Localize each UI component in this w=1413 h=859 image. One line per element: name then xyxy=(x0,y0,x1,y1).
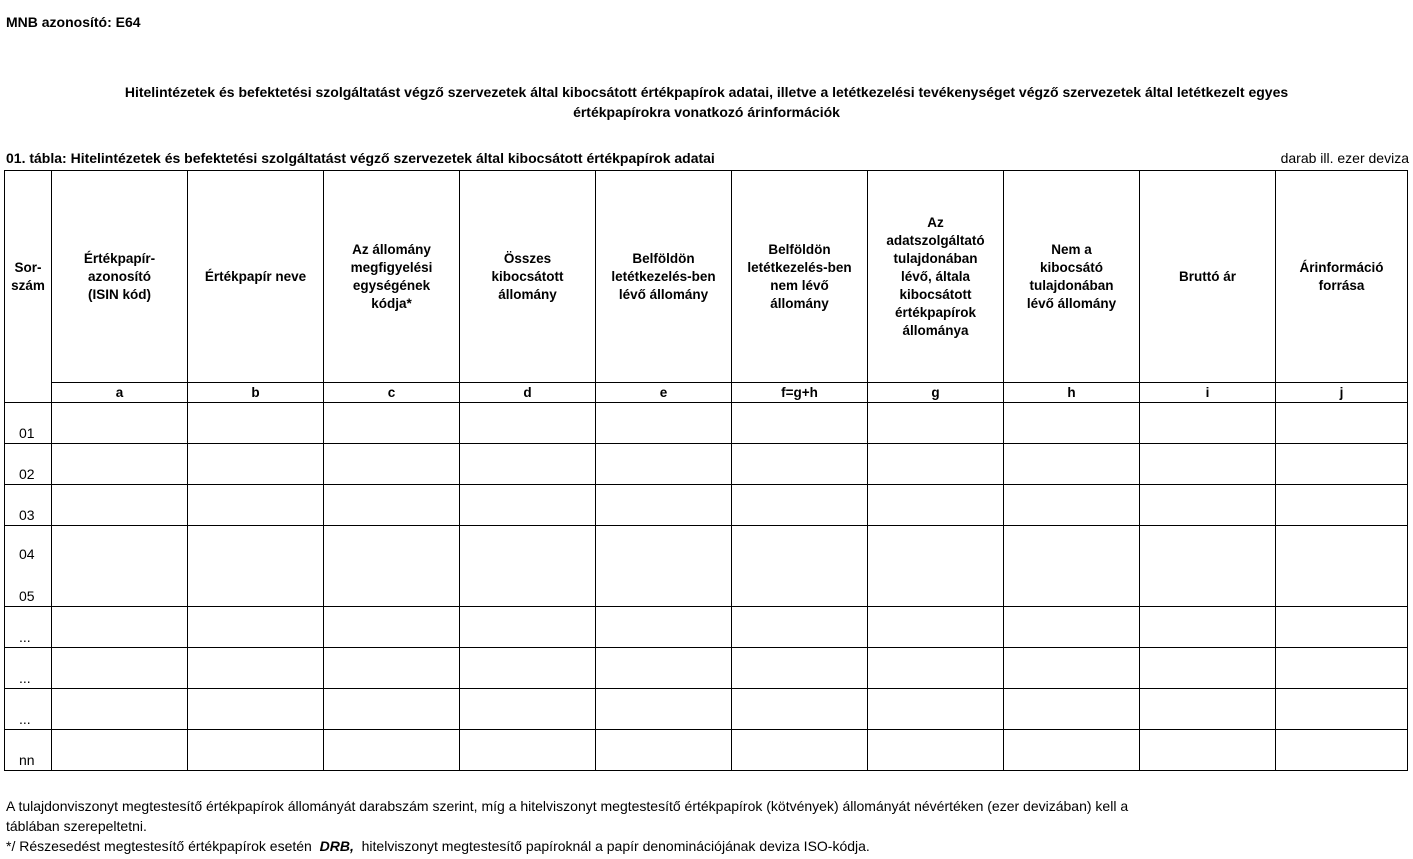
header-row xyxy=(5,171,1408,383)
table-cell[interactable] xyxy=(188,730,324,771)
table-cell[interactable] xyxy=(1276,607,1408,648)
table-cell[interactable] xyxy=(1004,730,1140,771)
table-cell[interactable] xyxy=(52,648,188,689)
footer-line-2: táblában szerepeltetni. xyxy=(6,818,147,834)
row-number: ... xyxy=(5,648,52,689)
table-cell[interactable] xyxy=(52,403,188,444)
table-cell[interactable] xyxy=(52,485,188,526)
title-line-1: Hitelintézetek és befektetési szolgáltatást végző szervezetek által kibocsátott értékpapírok adatai, illetve a letétkezelési tevékenységet végző szervezetek által letétkezelt egyes xyxy=(124,84,1289,100)
table-cell[interactable] xyxy=(460,648,596,689)
table-cell[interactable] xyxy=(324,689,460,730)
column-letter: h xyxy=(1004,383,1140,403)
table-cell[interactable] xyxy=(324,526,460,607)
column-letter: b xyxy=(188,383,324,403)
table-cell[interactable] xyxy=(460,485,596,526)
table-cell[interactable] xyxy=(868,730,1004,771)
header-gross-price: Bruttó ár xyxy=(1140,171,1276,383)
column-letter xyxy=(5,383,52,403)
table-cell[interactable] xyxy=(1140,689,1276,730)
column-letter: f=g+h xyxy=(732,383,868,403)
table-cell[interactable] xyxy=(1004,526,1140,607)
table-cell[interactable] xyxy=(732,730,868,771)
table-row xyxy=(5,403,1408,444)
table-cell[interactable] xyxy=(52,689,188,730)
header-not-issuer-owned: Nem a kibocsátó tulajdonában lévő állomány xyxy=(1004,171,1140,383)
table-row xyxy=(5,648,1408,689)
table-cell[interactable] xyxy=(52,444,188,485)
table-cell[interactable] xyxy=(1004,403,1140,444)
table-cell[interactable] xyxy=(1276,526,1408,607)
header-price-source: Árinformáció forrása xyxy=(1276,171,1408,383)
footer-line-3 xyxy=(6,836,1406,856)
table-cell[interactable] xyxy=(596,730,732,771)
column-letter: a xyxy=(52,383,188,403)
table-cell[interactable] xyxy=(324,648,460,689)
table-row xyxy=(5,485,1408,526)
table-title: 01. tábla: Hitelintézetek és befektetési szolgáltatást végző szervezetek által kibocsátott értékpapírok adatai xyxy=(6,150,715,166)
table-row xyxy=(5,730,1408,771)
table-cell[interactable] xyxy=(188,689,324,730)
unit-note: darab ill. ezer deviza xyxy=(1280,150,1409,166)
footnote-text-rest: hitelviszonyt megtestesítő papíroknál a papír denominációjának deviza ISO-kódja. xyxy=(361,838,870,854)
table-cell[interactable] xyxy=(460,403,596,444)
table-cell[interactable] xyxy=(868,444,1004,485)
table-cell[interactable] xyxy=(1276,648,1408,689)
footer-notes xyxy=(6,796,1406,856)
table-cell[interactable] xyxy=(188,485,324,526)
table-cell[interactable] xyxy=(188,607,324,648)
table-row xyxy=(5,607,1408,648)
table-cell[interactable] xyxy=(868,689,1004,730)
table-cell[interactable] xyxy=(732,607,868,648)
table-cell[interactable] xyxy=(1140,485,1276,526)
table-cell[interactable] xyxy=(52,730,188,771)
table-cell[interactable] xyxy=(1004,444,1140,485)
table-cell[interactable] xyxy=(596,607,732,648)
row-number: 01 xyxy=(5,403,52,444)
table-cell[interactable] xyxy=(1140,648,1276,689)
table-cell[interactable] xyxy=(1276,730,1408,771)
table-cell[interactable] xyxy=(596,648,732,689)
row-number: ... xyxy=(5,607,52,648)
table-cell[interactable] xyxy=(1140,607,1276,648)
table-cell[interactable] xyxy=(868,607,1004,648)
header-not-domestic-custody: Belföldön letétkezelés-ben nem lévő állomány xyxy=(732,171,868,383)
table-cell[interactable] xyxy=(324,485,460,526)
table-cell[interactable] xyxy=(1276,403,1408,444)
header-own-holdings: Az adatszolgáltató tulajdonában lévő, általa kibocsátott értékpapírok állománya xyxy=(868,171,1004,383)
table-cell[interactable] xyxy=(596,444,732,485)
table-cell[interactable] xyxy=(1004,607,1140,648)
table-cell[interactable] xyxy=(732,444,868,485)
row-number-05: 05 xyxy=(19,588,35,604)
data-table xyxy=(4,170,1408,771)
table-cell[interactable] xyxy=(732,485,868,526)
title-line-2: értékpapírokra vonatkozó árinformációk xyxy=(573,104,840,120)
table-cell[interactable] xyxy=(188,526,324,607)
table-cell[interactable] xyxy=(1276,689,1408,730)
table-cell[interactable] xyxy=(596,526,732,607)
header-name: Értékpapír neve xyxy=(188,171,324,383)
header-isin: Értékpapír- azonosító (ISIN kód) xyxy=(52,171,188,383)
row-number: ... xyxy=(5,689,52,730)
table-cell[interactable] xyxy=(1140,730,1276,771)
table-cell[interactable] xyxy=(1004,485,1140,526)
header-domestic-custody: Belföldön letétkezelés-ben lévő állomány xyxy=(596,171,732,383)
table-cell[interactable] xyxy=(596,689,732,730)
column-letter: g xyxy=(868,383,1004,403)
column-letter: e xyxy=(596,383,732,403)
table-cell[interactable] xyxy=(868,403,1004,444)
table-cell[interactable] xyxy=(1140,526,1276,607)
table-cell[interactable] xyxy=(1004,648,1140,689)
column-letter: i xyxy=(1140,383,1276,403)
table-cell[interactable] xyxy=(460,730,596,771)
column-letter: c xyxy=(324,383,460,403)
table-cell[interactable] xyxy=(52,526,188,607)
table-cell[interactable] xyxy=(868,526,1004,607)
table-cell[interactable] xyxy=(1140,403,1276,444)
table-row xyxy=(5,444,1408,485)
row-number: 03 xyxy=(5,485,52,526)
row-number: nn xyxy=(5,730,52,771)
footer-line-1: A tulajdonviszonyt megtestesítő értékpapírok állományát darabszám szerint, míg a hitelviszonyt megtestesítő értékpapírok (kötvények) állományát névértéken (ezer devizában) kell a xyxy=(6,798,1129,814)
table-cell[interactable] xyxy=(188,648,324,689)
table-cell[interactable] xyxy=(1004,689,1140,730)
table-cell[interactable] xyxy=(732,526,868,607)
table-cell[interactable] xyxy=(868,648,1004,689)
table-cell[interactable] xyxy=(596,403,732,444)
table-cell[interactable] xyxy=(1140,444,1276,485)
page-title xyxy=(0,82,1413,122)
footnote-code: DRB, xyxy=(319,838,354,854)
table-cell[interactable] xyxy=(1276,485,1408,526)
row-number: 02 xyxy=(5,444,52,485)
header-total-issued: Összes kibocsátott állomány xyxy=(460,171,596,383)
table-cell[interactable] xyxy=(324,730,460,771)
column-letter: j xyxy=(1276,383,1408,403)
row-number xyxy=(5,526,52,607)
table-row xyxy=(5,689,1408,730)
table-row xyxy=(5,526,1408,607)
table-cell[interactable] xyxy=(460,689,596,730)
column-letters-row xyxy=(5,383,1408,403)
table-cell[interactable] xyxy=(460,607,596,648)
row-number-04: 04 xyxy=(19,546,35,562)
table-cell[interactable] xyxy=(324,403,460,444)
table-cell[interactable] xyxy=(460,526,596,607)
table-cell[interactable] xyxy=(596,485,732,526)
column-letter: d xyxy=(460,383,596,403)
table-cell[interactable] xyxy=(732,689,868,730)
table-cell[interactable] xyxy=(52,607,188,648)
table-cell[interactable] xyxy=(188,403,324,444)
table-cell[interactable] xyxy=(188,444,324,485)
header-sorszam: Sor- szám xyxy=(5,171,52,383)
mnb-id: MNB azonosító: E64 xyxy=(6,14,141,30)
table-cell[interactable] xyxy=(324,444,460,485)
table-cell[interactable] xyxy=(460,444,596,485)
footnote-text: */ Részesedést megtestesítő értékpapírok esetén xyxy=(6,838,312,854)
table-cell[interactable] xyxy=(1276,444,1408,485)
table-cell[interactable] xyxy=(868,485,1004,526)
table-cell[interactable] xyxy=(732,648,868,689)
header-unit-code: Az állomány megfigyelési egységének kódja* xyxy=(324,171,460,383)
table-cell[interactable] xyxy=(324,607,460,648)
table-cell[interactable] xyxy=(732,403,868,444)
